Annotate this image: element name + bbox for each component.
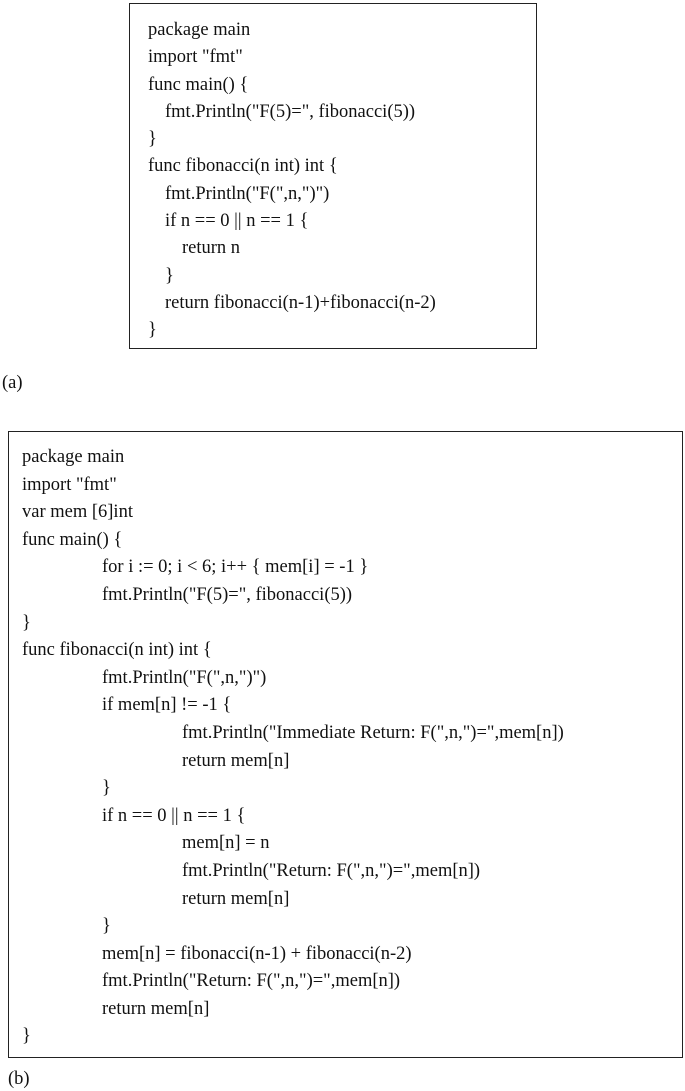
code-line: } bbox=[22, 1026, 31, 1047]
code-line: package main bbox=[148, 20, 251, 40]
code-line: return n bbox=[182, 238, 241, 259]
code-line: fmt.Println("F(",n,")") bbox=[165, 183, 330, 204]
code-listing-b bbox=[8, 431, 683, 1058]
caption-b: (b) bbox=[8, 1069, 30, 1089]
code-line: fmt.Println("F(5)=", fibonacci(5)) bbox=[102, 584, 353, 605]
code-line: mem[n] = fibonacci(n-1) + fibonacci(n-2) bbox=[102, 943, 412, 964]
code-line: if mem[n] != -1 { bbox=[102, 695, 232, 716]
code-line: import "fmt" bbox=[148, 47, 243, 68]
code-line: fmt.Println("Return: F(",n,")=",mem[n]) bbox=[102, 971, 401, 992]
code-line: } bbox=[102, 916, 111, 937]
caption-a: (a) bbox=[2, 373, 23, 393]
code-line: package main bbox=[22, 447, 125, 467]
code-line: return mem[n] bbox=[182, 750, 290, 771]
code-line: func fibonacci(n int) int { bbox=[148, 156, 338, 177]
code-line: func main() { bbox=[148, 74, 249, 95]
code-line: if n == 0 || n == 1 { bbox=[165, 211, 309, 232]
code-line: for i := 0; i < 6; i++ { mem[i] = -1 } bbox=[102, 557, 369, 578]
code-line: } bbox=[102, 778, 111, 799]
code-line: fmt.Println("Return: F(",n,")=",mem[n]) bbox=[182, 860, 481, 881]
code-line: fmt.Println("F(",n,")") bbox=[102, 667, 267, 688]
code-line: mem[n] = n bbox=[182, 833, 270, 854]
code-line: func main() { bbox=[22, 529, 123, 550]
code-line: return mem[n] bbox=[102, 998, 210, 1019]
code-line: } bbox=[22, 612, 31, 633]
code-line: } bbox=[148, 320, 157, 341]
code-line: import "fmt" bbox=[22, 474, 117, 495]
code-line: } bbox=[148, 129, 157, 150]
code-line: var mem [6]int bbox=[22, 502, 133, 523]
code-line: return mem[n] bbox=[182, 888, 290, 909]
code-line: func fibonacci(n int) int { bbox=[22, 640, 212, 661]
code-listing-a bbox=[129, 3, 537, 349]
code-line: fmt.Println("F(5)=", fibonacci(5)) bbox=[165, 101, 416, 122]
code-line: fmt.Println("Immediate Return: F(",n,")=",mem[n]) bbox=[182, 722, 564, 743]
code-line: return fibonacci(n-1)+fibonacci(n-2) bbox=[165, 292, 436, 313]
code-line: } bbox=[165, 265, 174, 286]
code-line: if n == 0 || n == 1 { bbox=[102, 805, 246, 826]
